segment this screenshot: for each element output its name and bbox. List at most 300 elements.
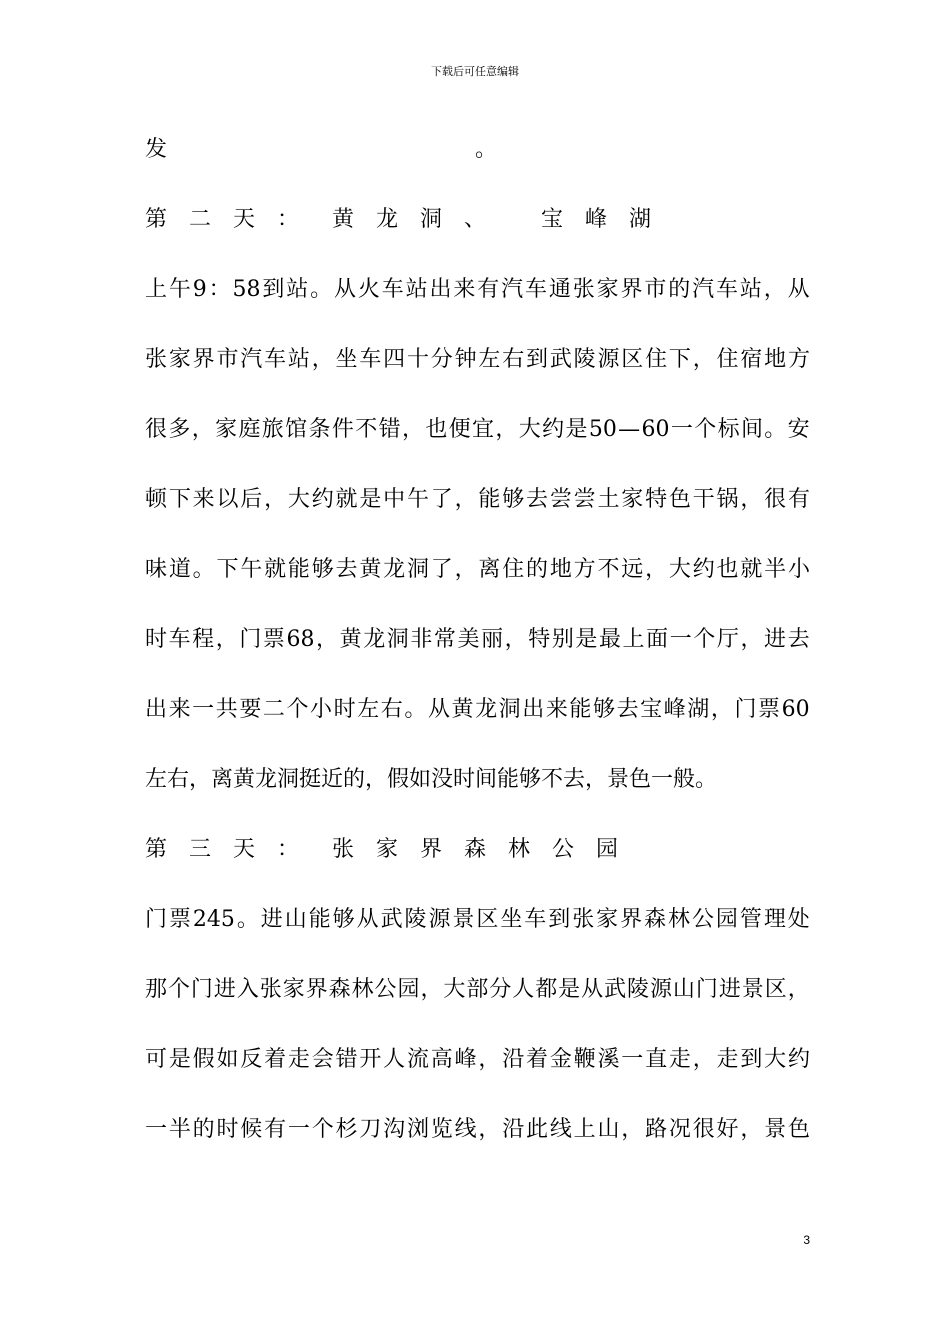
text-char: 60 — [641, 417, 670, 442]
text-char: 大 — [287, 487, 310, 512]
text-char: 厅 — [716, 627, 739, 652]
text-char: 个 — [167, 977, 190, 1002]
text-char: 一 — [287, 1117, 310, 1142]
text-char: 园 — [397, 977, 420, 1002]
text-char: 是 — [168, 1047, 191, 1072]
text-char: 张 — [572, 907, 595, 932]
text-char: 从 — [427, 697, 450, 722]
text-char: 约 — [692, 557, 715, 582]
text-char: 很 — [145, 417, 168, 442]
text-char: 从 — [787, 277, 810, 302]
text-char: 界 — [305, 977, 328, 1002]
text-char: 反 — [240, 1047, 263, 1072]
text-char: 门 — [239, 627, 262, 652]
text-char: 门 — [145, 907, 168, 932]
text-char: 一 — [670, 417, 693, 442]
text-char: 龙 — [475, 697, 498, 722]
text-char: 车 — [524, 907, 547, 932]
text-char: 个 — [693, 627, 716, 652]
text-char: 去 — [787, 627, 810, 652]
text-char: 览 — [430, 1117, 453, 1142]
text-char: 是 — [565, 417, 588, 442]
text-char: ， — [191, 417, 214, 442]
text-char: 远 — [621, 557, 644, 582]
text-char: 陵 — [404, 907, 427, 932]
text-char: 一 — [621, 1047, 644, 1072]
text-char: 走 — [668, 1047, 691, 1072]
text-char: 站 — [405, 277, 428, 302]
text-char: 龙 — [383, 557, 406, 582]
text-char: 能 — [569, 697, 592, 722]
text-char: 沟 — [383, 1117, 406, 1142]
text-char: 部 — [466, 977, 489, 1002]
text-char: 左 — [478, 347, 501, 372]
text-char: 那 — [145, 977, 168, 1002]
text-char: 源 — [428, 907, 451, 932]
text-char: 面 — [646, 627, 669, 652]
text-line: 发 。 — [145, 137, 498, 162]
text-line — [145, 338, 810, 408]
text-char: 不 — [597, 557, 620, 582]
text-char: 9 — [192, 277, 207, 302]
text-char: 58 — [232, 277, 261, 302]
text-char: 汽 — [240, 347, 263, 372]
text-char: 刀 — [359, 1117, 382, 1142]
text-char: 锅 — [716, 487, 739, 512]
text-char: 一 — [192, 697, 215, 722]
text-char: 午 — [240, 557, 263, 582]
text-char: ， — [740, 627, 763, 652]
text-char: 陵 — [573, 347, 596, 372]
text-char: 进 — [718, 977, 741, 1002]
text-char: 区 — [476, 907, 499, 932]
text-char: 沿 — [502, 1117, 525, 1142]
text-char: ， — [645, 557, 668, 582]
text-char: 时 — [216, 1117, 239, 1142]
text-char: 尝 — [573, 487, 596, 512]
text-char: 住 — [645, 347, 668, 372]
text-char: 山 — [672, 977, 695, 1002]
text-line — [145, 618, 810, 688]
text-char: 如 — [216, 1047, 239, 1072]
text-char: 左 — [357, 697, 380, 722]
text-char: 门 — [734, 697, 757, 722]
text-char: 有 — [477, 277, 500, 302]
text-char: 程 — [192, 627, 215, 652]
text-char: 色 — [787, 1117, 810, 1142]
text-char: 市 — [644, 277, 667, 302]
text-char: 一 — [669, 627, 692, 652]
section-heading-day-2: 第 二 天 ： 黄 龙 洞 、 宝 峰 湖 — [145, 207, 674, 232]
text-char: 分 — [430, 347, 453, 372]
text-char: 钟 — [454, 347, 477, 372]
text-char: 个 — [694, 417, 717, 442]
section-heading-day-3: 第 三 天 ： 张 家 界 森 林 公 园 — [145, 837, 641, 862]
text-char: 界 — [192, 347, 215, 372]
text-char: 小 — [310, 697, 333, 722]
text-char: 了 — [430, 487, 453, 512]
text-line: 左右，离黄龙洞挺近的，假如没时间能够不去，景色一般。 — [145, 767, 718, 792]
text-char: 从 — [581, 977, 604, 1002]
text-char: 多 — [168, 417, 191, 442]
text-char: ： — [208, 277, 231, 302]
text-char: 美 — [457, 627, 480, 652]
text-char: 常 — [433, 627, 456, 652]
text-char: 二 — [262, 697, 285, 722]
text-char: 半 — [764, 557, 787, 582]
text-char: 味 — [145, 557, 168, 582]
text-char: 下 — [668, 347, 691, 372]
text-char: ， — [504, 627, 527, 652]
text-char: 。 — [236, 907, 259, 932]
text-char: 干 — [692, 487, 715, 512]
text-char: 坐 — [500, 907, 523, 932]
text-char: ， — [478, 1117, 501, 1142]
text-char: 个 — [311, 1117, 334, 1142]
text-char: 来 — [545, 697, 568, 722]
text-char: 人 — [383, 1047, 406, 1072]
text-char: 假 — [192, 1047, 215, 1072]
text-char: 源 — [597, 347, 620, 372]
text-char: 要 — [239, 697, 262, 722]
text-char: 武 — [604, 977, 627, 1002]
text-char: 50 — [588, 417, 617, 442]
text-char: 的 — [668, 277, 691, 302]
text-char: 68 — [286, 627, 315, 652]
text-char: 进 — [764, 627, 787, 652]
text-char: 住 — [716, 347, 739, 372]
text-char: 浏 — [406, 1117, 429, 1142]
text-char: 特 — [528, 627, 551, 652]
text-char: 票 — [758, 697, 781, 722]
text-char: 出 — [145, 697, 168, 722]
text-char: 都 — [535, 977, 558, 1002]
text-char: 峰 — [663, 697, 686, 722]
text-char: 通 — [548, 277, 571, 302]
text-char: 很 — [692, 1117, 715, 1142]
text-char: 的 — [192, 1117, 215, 1142]
text-char: 宿 — [740, 347, 763, 372]
text-char: 车 — [715, 277, 738, 302]
text-char: 家 — [282, 977, 305, 1002]
text-char: 非 — [410, 627, 433, 652]
text-char: 坐 — [335, 347, 358, 372]
text-char: 了 — [430, 557, 453, 582]
text-char: 上 — [573, 1117, 596, 1142]
text-char: 沿 — [502, 1047, 525, 1072]
text-char: 武 — [549, 347, 572, 372]
text-char: 方 — [573, 557, 596, 582]
text-char: 洞 — [386, 627, 409, 652]
text-char: 能 — [308, 907, 331, 932]
text-char: ， — [763, 277, 786, 302]
text-char: 黄 — [451, 697, 474, 722]
text-char: 够 — [502, 487, 525, 512]
text-char: 从 — [356, 907, 379, 932]
text-char: 山 — [284, 907, 307, 932]
text-char: ， — [740, 1117, 763, 1142]
text-char: 大 — [443, 977, 466, 1002]
text-char: 有 — [787, 487, 810, 512]
text-char: 下 — [168, 487, 191, 512]
text-line — [145, 688, 810, 758]
text-char: 来 — [192, 487, 215, 512]
text-char: 好 — [716, 1117, 739, 1142]
text-char: 从 — [333, 277, 356, 302]
text-char: 够 — [332, 907, 355, 932]
text-char: 出 — [429, 277, 452, 302]
text-char: 线 — [549, 1117, 572, 1142]
text-line — [145, 408, 810, 478]
text-char: 会 — [311, 1047, 334, 1072]
text-char: 去 — [526, 487, 549, 512]
text-char: 馆 — [285, 417, 308, 442]
text-char: ， — [454, 487, 477, 512]
text-char: 黄 — [339, 627, 362, 652]
text-char: 家 — [621, 487, 644, 512]
text-char: 森 — [644, 907, 667, 932]
text-char: 间 — [740, 417, 763, 442]
text-char: 错 — [378, 417, 401, 442]
text-char: 错 — [335, 1047, 358, 1072]
text-char: 区 — [621, 347, 644, 372]
text-char: 流 — [406, 1047, 429, 1072]
text-char: 就 — [264, 557, 287, 582]
text-char: 站 — [286, 277, 309, 302]
text-char: 车 — [524, 277, 547, 302]
text-char: 到 — [548, 907, 571, 932]
text-char: ， — [692, 347, 715, 372]
text-char: ， — [692, 1047, 715, 1072]
text-char: 能 — [478, 487, 501, 512]
text-char: ， — [454, 557, 477, 582]
text-char: 标 — [717, 417, 740, 442]
text-char: 约 — [542, 417, 565, 442]
text-char: ， — [401, 417, 424, 442]
text-char: 山 — [597, 1117, 620, 1142]
text-char: 杉 — [335, 1117, 358, 1142]
text-char: 共 — [215, 697, 238, 722]
text-char: 够 — [311, 557, 334, 582]
text-char: 丽 — [481, 627, 504, 652]
text-char: 大 — [518, 417, 541, 442]
text-char: 是 — [359, 487, 382, 512]
text-char: 陵 — [627, 977, 650, 1002]
text-char: 午 — [168, 277, 191, 302]
text-char: 着 — [526, 1047, 549, 1072]
text-char: 站 — [739, 277, 762, 302]
text-char: 小 — [787, 557, 810, 582]
text-char: 进 — [260, 907, 283, 932]
text-char: 就 — [740, 557, 763, 582]
text-char: 有 — [264, 1117, 287, 1142]
text-char: 就 — [335, 487, 358, 512]
text-char: 走 — [716, 1047, 739, 1072]
text-char: 宜 — [472, 417, 495, 442]
text-char: 。 — [192, 557, 215, 582]
text-char: 顿 — [145, 487, 168, 512]
text-char: 湖 — [687, 697, 710, 722]
text-char: 溪 — [597, 1047, 620, 1072]
text-char: 票 — [262, 627, 285, 652]
text-char: 黄 — [359, 557, 382, 582]
text-char: 。 — [764, 417, 787, 442]
text-char: 是 — [558, 977, 581, 1002]
text-char: 到 — [262, 277, 285, 302]
text-char: 到 — [526, 347, 549, 372]
text-char: 土 — [597, 487, 620, 512]
text-line — [145, 478, 810, 548]
page-header: 下载后可任意编辑 — [431, 65, 519, 78]
text-char: 林 — [351, 977, 374, 1002]
text-char: 着 — [264, 1047, 287, 1072]
text-char: 时 — [145, 627, 168, 652]
text-char: 四 — [383, 347, 406, 372]
text-char: 金 — [549, 1047, 572, 1072]
text-char: 直 — [645, 1047, 668, 1072]
text-char: 洞 — [406, 557, 429, 582]
text-char: 汽 — [501, 277, 524, 302]
text-line — [145, 1108, 810, 1178]
text-char: 右 — [502, 347, 525, 372]
text-char: 此 — [526, 1117, 549, 1142]
text-char: 旅 — [261, 417, 284, 442]
text-char: 。 — [310, 277, 333, 302]
text-char: ， — [264, 487, 287, 512]
page-number: 3 — [803, 1233, 810, 1247]
text-char: 以 — [216, 487, 239, 512]
text-char: 安 — [787, 417, 810, 442]
text-char: 家 — [168, 347, 191, 372]
text-char: 张 — [259, 977, 282, 1002]
text-char: 的 — [526, 557, 549, 582]
text-char: 张 — [572, 277, 595, 302]
text-char: 来 — [453, 277, 476, 302]
text-char: ， — [621, 1117, 644, 1142]
text-char: 也 — [425, 417, 448, 442]
text-char: 中 — [383, 487, 406, 512]
text-char: 午 — [406, 487, 429, 512]
text-char: 色 — [668, 487, 691, 512]
text-char: 人 — [512, 977, 535, 1002]
text-char: 出 — [522, 697, 545, 722]
text-char: 区 — [764, 977, 787, 1002]
text-char: 大 — [668, 557, 691, 582]
text-char: 景 — [452, 907, 475, 932]
text-char: 车 — [359, 347, 382, 372]
text-char: 景 — [741, 977, 764, 1002]
text-char: 条 — [308, 417, 331, 442]
text-char: 车 — [381, 277, 404, 302]
text-char: 火 — [357, 277, 380, 302]
text-char: 园 — [715, 907, 738, 932]
document-body — [145, 128, 810, 1178]
text-char: 离 — [478, 557, 501, 582]
text-char: 大 — [764, 1047, 787, 1072]
text-line — [145, 898, 810, 968]
text-char: 门 — [190, 977, 213, 1002]
text-line — [145, 1038, 810, 1108]
text-char: 。 — [404, 697, 427, 722]
text-char: 半 — [168, 1117, 191, 1142]
text-char: 一 — [145, 1117, 168, 1142]
text-char: 汽 — [692, 277, 715, 302]
text-char: 便 — [448, 417, 471, 442]
text-char: 也 — [716, 557, 739, 582]
text-char: 开 — [359, 1047, 382, 1072]
text-char: 约 — [311, 487, 334, 512]
text-char: 右 — [380, 697, 403, 722]
text-char: 公 — [691, 907, 714, 932]
text-char: 十 — [406, 347, 429, 372]
text-char: 够 — [592, 697, 615, 722]
text-char: ， — [311, 347, 334, 372]
text-char: 理 — [763, 907, 786, 932]
text-char: 特 — [645, 487, 668, 512]
text-char: 界 — [620, 277, 643, 302]
text-char: ， — [710, 697, 733, 722]
text-char: 去 — [335, 557, 358, 582]
text-char: 管 — [739, 907, 762, 932]
text-char: 站 — [287, 347, 310, 372]
text-char: 车 — [264, 347, 287, 372]
text-line — [145, 268, 810, 338]
text-char: 后 — [240, 487, 263, 512]
text-char: — — [618, 417, 641, 442]
text-char: 庭 — [238, 417, 261, 442]
text-char: 道 — [168, 557, 191, 582]
text-char: 峰 — [454, 1047, 477, 1072]
text-char: 门 — [695, 977, 718, 1002]
text-char: 线 — [454, 1117, 477, 1142]
text-char: 可 — [145, 1047, 168, 1072]
text-char: 林 — [668, 907, 691, 932]
text-char: 方 — [787, 347, 810, 372]
text-char: 是 — [575, 627, 598, 652]
text-char: 家 — [596, 277, 619, 302]
text-char: 约 — [787, 1047, 810, 1072]
text-char: 处 — [787, 907, 810, 932]
text-char: 不 — [355, 417, 378, 442]
text-char: 来 — [168, 697, 191, 722]
text-char: ， — [495, 417, 518, 442]
text-char: 走 — [287, 1047, 310, 1072]
text-char: 上 — [622, 627, 645, 652]
text-char: ， — [215, 627, 238, 652]
text-char: 市 — [216, 347, 239, 372]
text-char: 景 — [764, 1117, 787, 1142]
text-line — [145, 968, 810, 1038]
text-line — [145, 548, 810, 618]
text-char: 森 — [328, 977, 351, 1002]
text-char: 60 — [781, 697, 810, 722]
text-char: 件 — [331, 417, 354, 442]
text-char: 公 — [374, 977, 397, 1002]
text-char: 洞 — [498, 697, 521, 722]
text-char: 入 — [236, 977, 259, 1002]
text-char: 分 — [489, 977, 512, 1002]
text-char: ， — [316, 627, 339, 652]
text-char: 家 — [596, 907, 619, 932]
text-char: 地 — [764, 347, 787, 372]
text-char: 下 — [216, 557, 239, 582]
text-char: 武 — [380, 907, 403, 932]
text-char: 张 — [145, 347, 168, 372]
text-char: 个 — [286, 697, 309, 722]
text-char: 尝 — [549, 487, 572, 512]
text-char: ， — [787, 977, 810, 1002]
text-char: 时 — [333, 697, 356, 722]
